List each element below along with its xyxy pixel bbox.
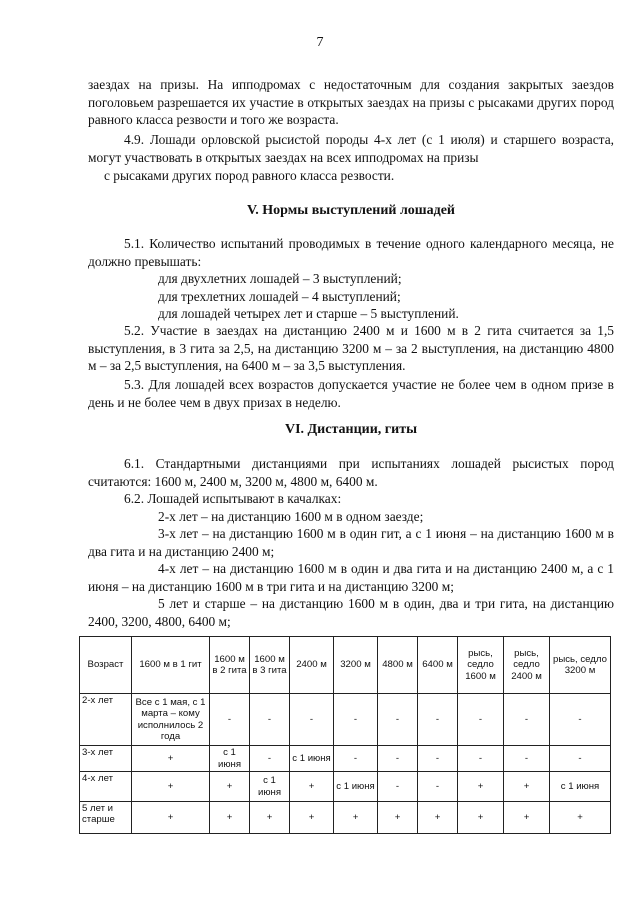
section-6-heading: VI. Дистанции, гиты <box>284 422 417 437</box>
table-cell-age: 2-х лет <box>80 694 132 746</box>
paragraph-5-1: 5.1. Количество испытаний проводимых в течение одного календарного месяца, не должно превышать: <box>88 236 614 269</box>
table-cell: + <box>210 802 250 834</box>
table-cell: с 1 июня <box>250 772 290 802</box>
table-header-cell: 2400 м <box>290 637 334 694</box>
table-cell: - <box>378 694 418 746</box>
table-cell: с 1 июня <box>334 772 378 802</box>
table-cell: + <box>378 802 418 834</box>
table-cell: с 1 июня <box>290 746 334 772</box>
table-cell: - <box>250 746 290 772</box>
table-cell: + <box>250 802 290 834</box>
table-header-cell: 4800 м <box>378 637 418 694</box>
table-header-cell: 1600 м в 3 гита <box>250 637 290 694</box>
table-cell: - <box>504 746 550 772</box>
list-item: для двухлетних лошадей – 3 выступлений; <box>158 271 402 286</box>
paragraph-6-1: 6.1. Стандартными дистанциями при испытаниях лошадей рысистых пород считаются: 1600 м, 2400 м, 3200 м, 4800 м, 6400 м. <box>88 456 614 489</box>
table-cell: + <box>458 772 504 802</box>
list-item: 4-х лет – на дистанцию 1600 м в один и два гита и на дистанцию 2400 м, а с 1 июня – на дистанцию 1600 м в три гита и на дистанцию 3200 м; <box>88 561 614 594</box>
table-header-cell: 1600 м в 2 гита <box>210 637 250 694</box>
table-row <box>80 694 611 746</box>
page-number: 7 <box>316 35 324 50</box>
table-cell: + <box>418 802 458 834</box>
table-cell: + <box>504 802 550 834</box>
table-cell-age: 4-х лет <box>80 772 132 802</box>
table-cell: - <box>290 694 334 746</box>
table-header-cell: рысь, седло 2400 м <box>504 637 550 694</box>
paragraph-5-3: 5.3. Для лошадей всех возрастов допускается участие не более чем в одном призе в день и не более чем в двух призах в неделю. <box>88 377 614 410</box>
table-cell: + <box>210 772 250 802</box>
table-cell: + <box>458 802 504 834</box>
list-item: для трехлетних лошадей – 4 выступлений; <box>158 289 401 304</box>
table-row <box>80 772 611 802</box>
paragraph-6-2: 6.2. Лошадей испытывают в качалках: <box>124 491 342 506</box>
list-item: 3-х лет – на дистанцию 1600 м в один гит, а с 1 июня – на дистанцию 1600 м в два гита и на дистанцию 2400 м; <box>88 526 614 559</box>
table-cell: - <box>334 746 378 772</box>
table-cell: - <box>378 746 418 772</box>
table-header-cell: 6400 м <box>418 637 458 694</box>
table-cell: - <box>378 772 418 802</box>
table-cell: + <box>132 802 210 834</box>
table-header-cell: рысь, седло 3200 м <box>550 637 611 694</box>
table-cell: + <box>290 802 334 834</box>
table-cell-age: 5 лет и старше <box>80 802 132 834</box>
table-cell: - <box>418 746 458 772</box>
table-cell: - <box>250 694 290 746</box>
table-cell: Все с 1 мая, с 1 марта – кому исполнилось 2 года <box>132 694 210 746</box>
paragraph-5-2: 5.2. Участие в заездах на дистанцию 2400 м и 1600 м в 2 гита считается за 1,5 выступления, в 3 гита за 2,5, на дистанцию 3200 м – за 2 выступления, на дистанцию 4800 м – за 2,5 выступления, на 6400 м – за 3,5 выступления. <box>88 323 614 374</box>
table-cell: - <box>458 746 504 772</box>
table-cell: с 1 июня <box>210 746 250 772</box>
table-cell: - <box>550 746 611 772</box>
table-header-cell: 3200 м <box>334 637 378 694</box>
table-cell: + <box>132 772 210 802</box>
distances-table <box>79 636 611 834</box>
list-item: 2-х лет – на дистанцию 1600 м в одном заезде; <box>158 509 424 524</box>
table-cell: - <box>504 694 550 746</box>
table-cell: - <box>210 694 250 746</box>
table-header-cell: 1600 м в 1 гит <box>132 637 210 694</box>
table-cell: - <box>418 772 458 802</box>
table-cell: + <box>132 746 210 772</box>
table-cell: - <box>458 694 504 746</box>
table-cell: - <box>550 694 611 746</box>
table-header-cell: рысь, седло 1600 м <box>458 637 504 694</box>
section-5-heading: V. Нормы выступлений лошадей <box>246 203 455 218</box>
table-cell: + <box>504 772 550 802</box>
list-item: 5 лет и старше – на дистанцию 1600 м в один, два и три гита, на дистанцию 2400, 3200, 4800, 6400 м; <box>88 596 614 629</box>
table-header-cell: Возраст <box>80 637 132 694</box>
table-row <box>80 746 611 772</box>
paragraph-continuation: заездах на призы. На ипподромах с недостаточным для создания закрытых заездов поголовьем разрешается их участие в открытых заездах на призы с рысаками других пород равного класса резвости и того же возраста. <box>88 77 614 128</box>
table-cell: с 1 июня <box>550 772 611 802</box>
table-cell: + <box>550 802 611 834</box>
table-header-row <box>80 637 611 694</box>
list-item: для лошадей четырех лет и старше – 5 выступлений. <box>158 306 459 321</box>
table-cell: + <box>290 772 334 802</box>
table-cell-age: 3-х лет <box>80 746 132 772</box>
table-row <box>80 802 611 834</box>
paragraph-4-9: 4.9. Лошади орловской рысистой породы 4-х лет (с 1 июля) и старшего возраста, могут участвовать в открытых заездах на всех ипподромах на призы <box>88 132 614 165</box>
table-cell: - <box>418 694 458 746</box>
table-cell: - <box>334 694 378 746</box>
paragraph-4-9-last-line: с рысаками других пород равного класса резвости. <box>104 168 395 183</box>
table-cell: + <box>334 802 378 834</box>
